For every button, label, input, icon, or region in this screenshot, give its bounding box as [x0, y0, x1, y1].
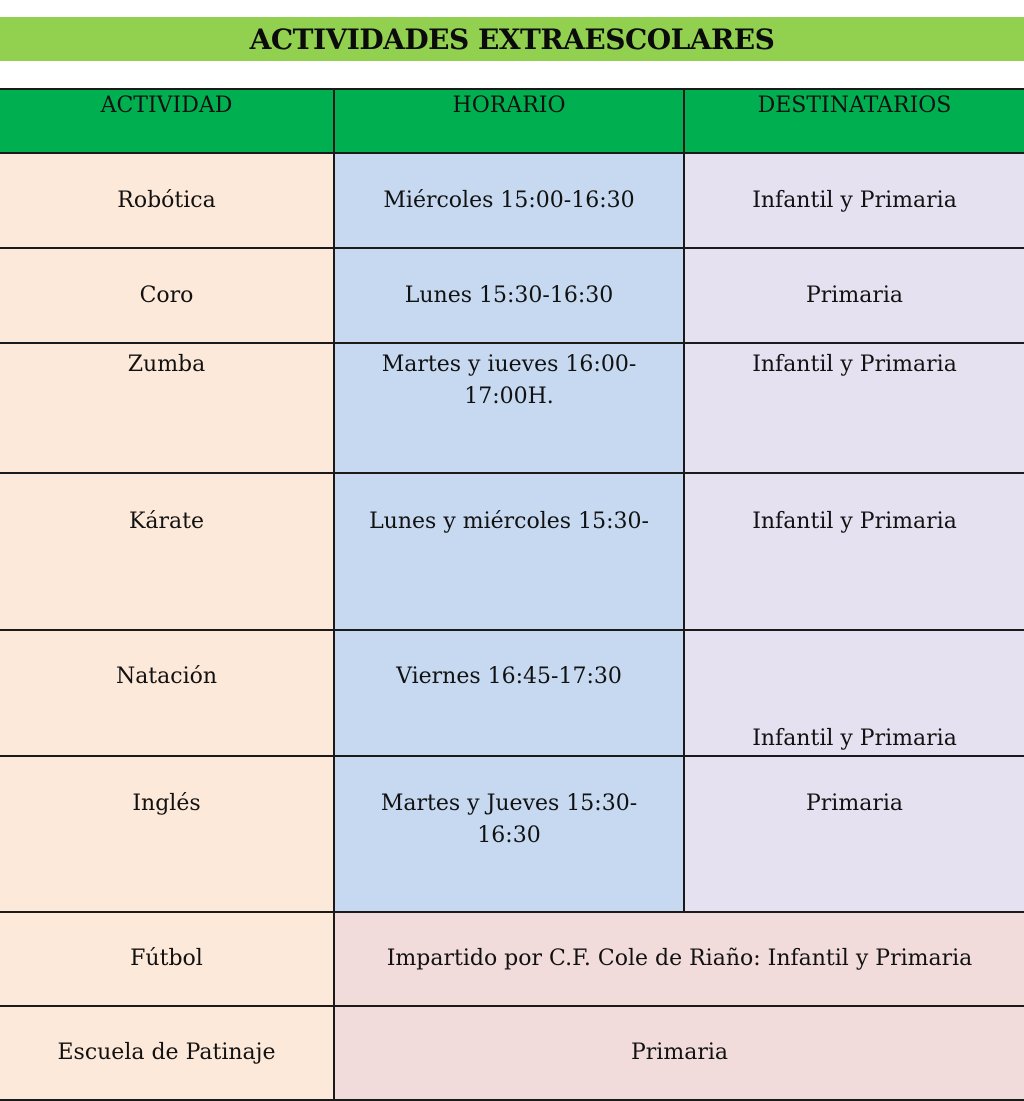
horario-cell: Lunes 15:30-16:30 — [334, 248, 684, 343]
table-header-row — [0, 89, 1024, 153]
actividad-cell: Natación — [0, 630, 334, 756]
table-row — [0, 248, 1024, 343]
actividad-cell: Inglés — [0, 756, 334, 912]
destinatarios-cell: Infantil y Primaria — [684, 343, 1024, 473]
table-row — [0, 153, 1024, 248]
title-banner — [0, 17, 1024, 61]
horario-cell: Lunes y miércoles 15:30- — [334, 473, 684, 630]
column-header-actividad: ACTIVIDAD — [0, 89, 334, 153]
table-row — [0, 1006, 1024, 1100]
table-row — [0, 473, 1024, 630]
merged-horario-destinatarios-cell: Primaria — [334, 1006, 1024, 1100]
destinatarios-cell: Infantil y Primaria — [684, 153, 1024, 248]
table-row — [0, 630, 1024, 756]
horario-text: Martes y iueves 16:00-17:00H. — [381, 352, 637, 409]
destinatarios-cell: Infantil y Primaria — [684, 630, 1024, 756]
horario-cell: Miércoles 15:00-16:30 — [334, 153, 684, 248]
table-row — [0, 343, 1024, 473]
actividad-cell: Robótica — [0, 153, 334, 248]
activities-table — [0, 88, 1024, 1101]
merged-horario-destinatarios-cell: Impartido por C.F. Cole de Riaño: Infantil y Primaria — [334, 912, 1024, 1006]
destinatarios-cell: Primaria — [684, 248, 1024, 343]
actividad-cell: Fútbol — [0, 912, 334, 1006]
actividad-cell: Escuela de Patinaje — [0, 1006, 334, 1100]
horario-cell — [334, 756, 684, 912]
actividad-cell: Coro — [0, 248, 334, 343]
page-title: ACTIVIDADES EXTRAESCOLARES — [249, 22, 775, 56]
horario-text: Martes y Jueves 15:30-16:30 — [380, 791, 638, 848]
table-row — [0, 756, 1024, 912]
actividad-cell: Zumba — [0, 343, 334, 473]
horario-cell: Viernes 16:45-17:30 — [334, 630, 684, 756]
horario-cell — [334, 343, 684, 473]
destinatarios-cell: Infantil y Primaria — [684, 473, 1024, 630]
destinatarios-cell: Primaria — [684, 756, 1024, 912]
column-header-destinatarios: DESTINATARIOS — [684, 89, 1024, 153]
actividad-cell: Kárate — [0, 473, 334, 630]
table-row — [0, 912, 1024, 1006]
column-header-horario: HORARIO — [334, 89, 684, 153]
